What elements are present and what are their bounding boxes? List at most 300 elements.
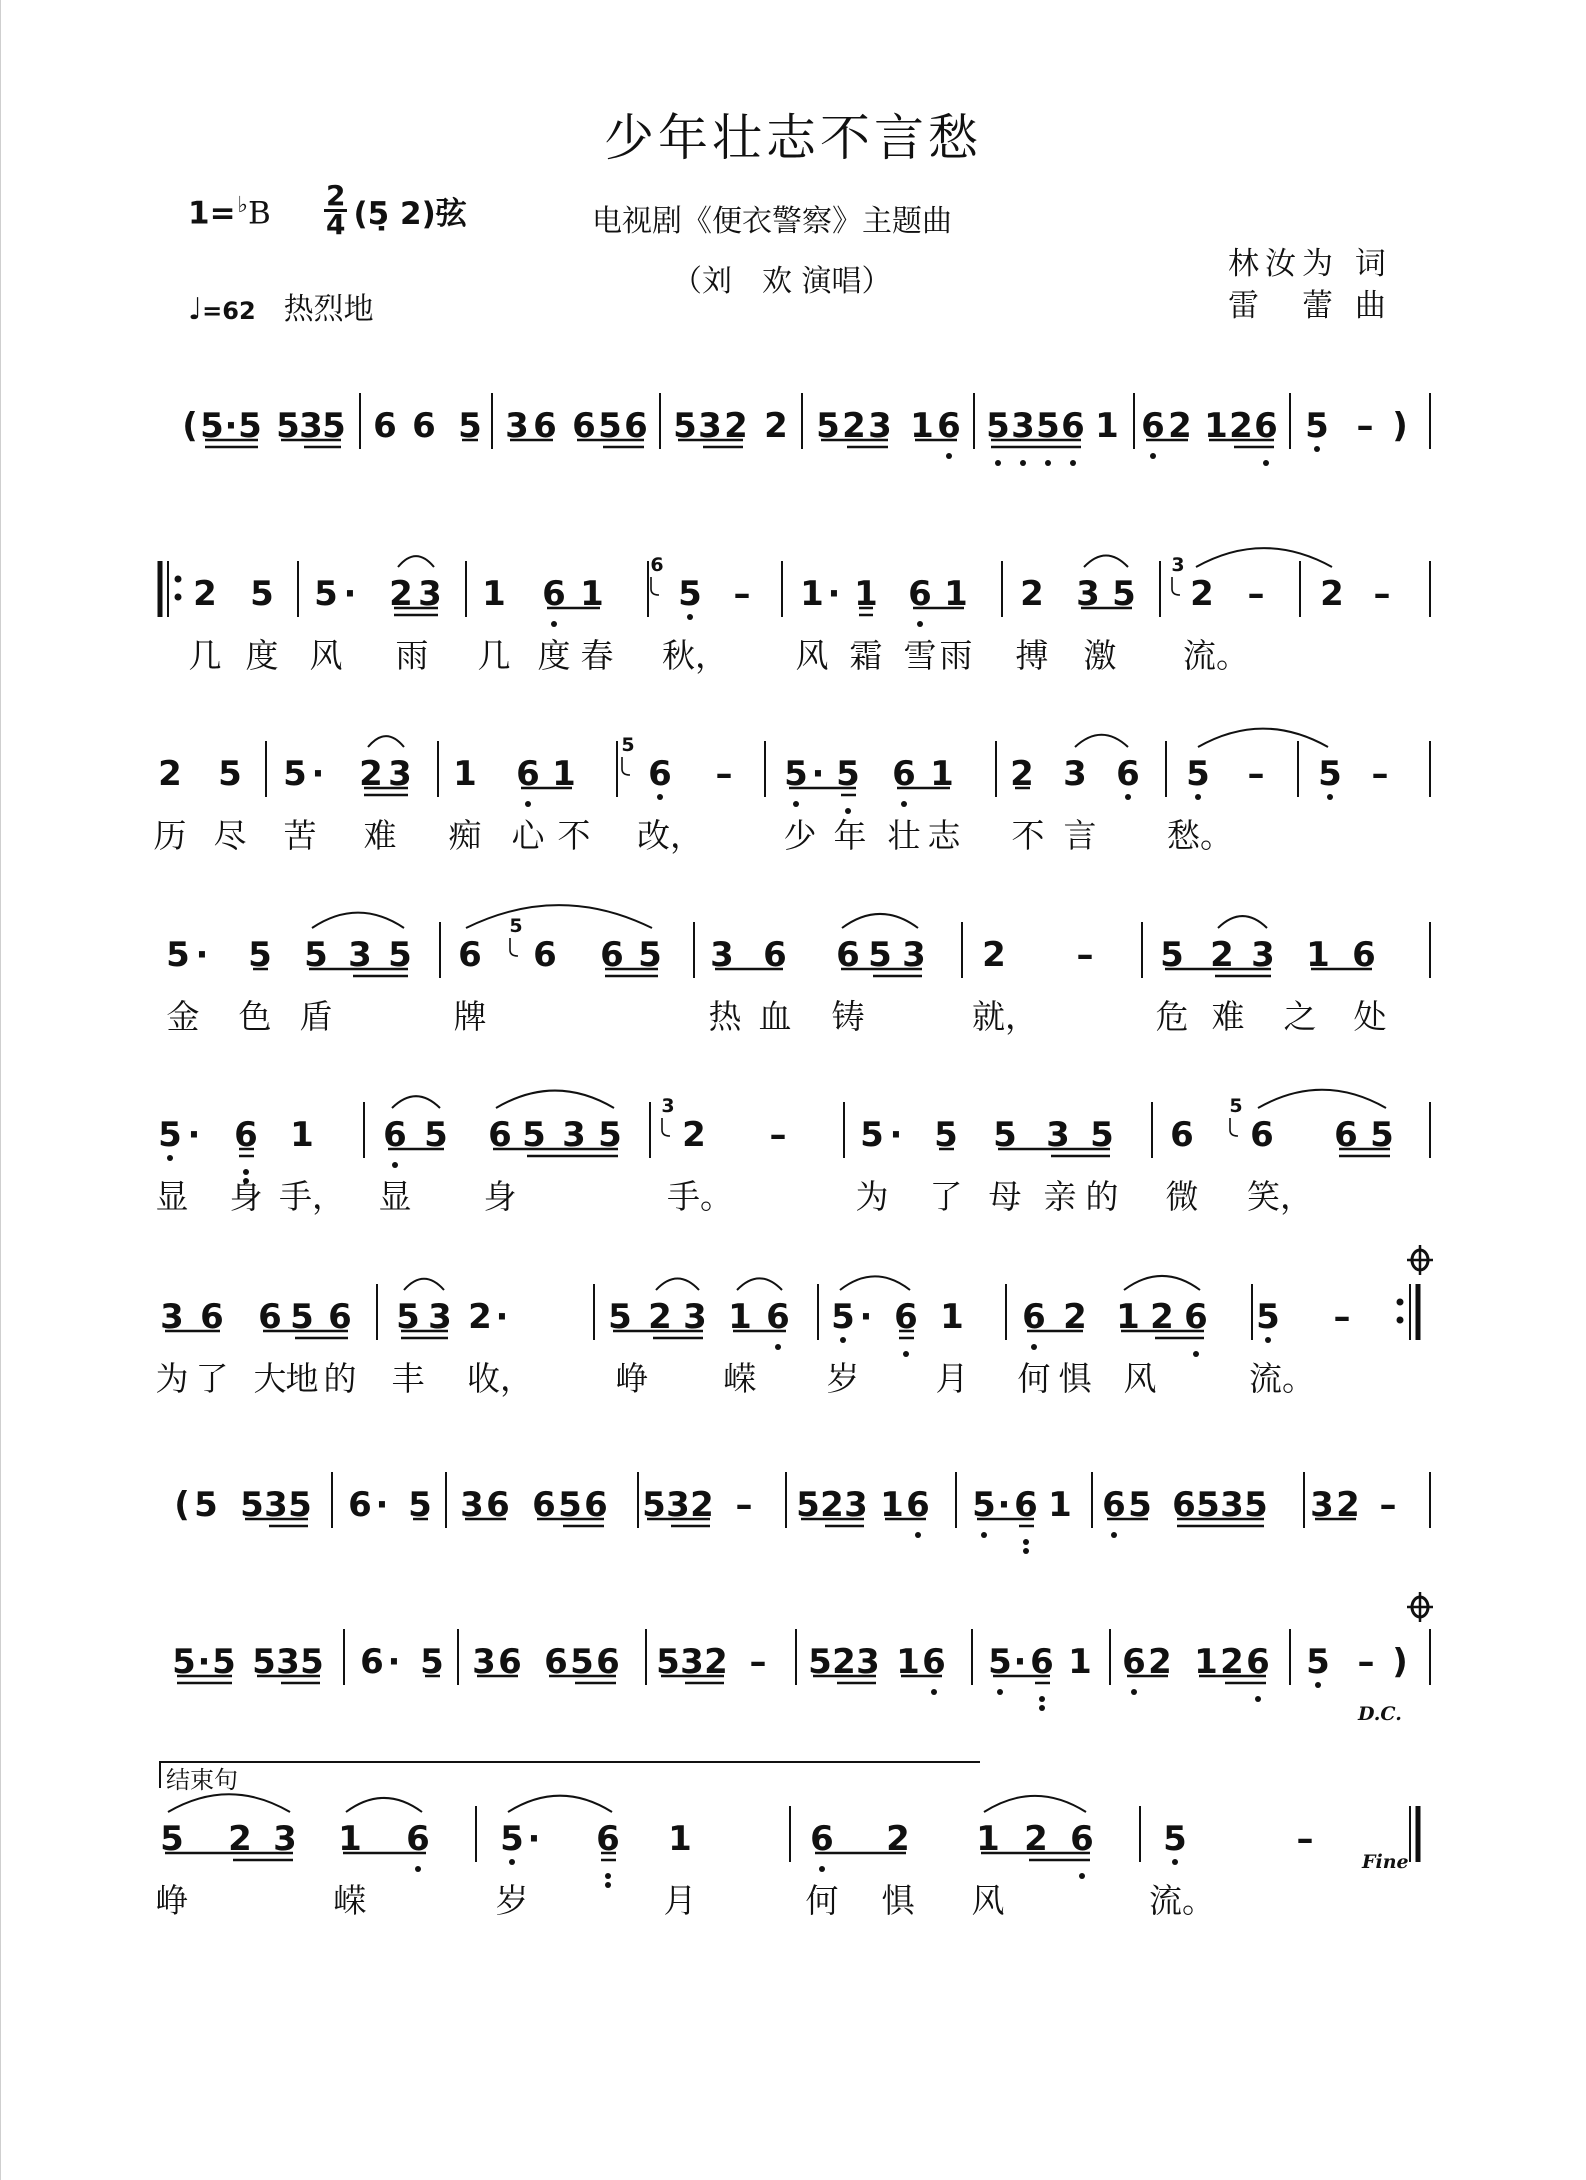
note: 5 (500, 1819, 524, 1859)
note: 5 (276, 406, 300, 446)
string-tuning: (5̣ 2)弦 (353, 196, 467, 232)
note: 6 (488, 1115, 512, 1155)
note: 2 (682, 1115, 706, 1155)
low-octave-dot (903, 1351, 909, 1357)
slur (842, 914, 918, 928)
low-octave-dot (917, 621, 923, 627)
note: 6 (937, 406, 961, 446)
note: 6 (810, 1819, 834, 1859)
lyric-syllable: 身 (229, 1177, 263, 1216)
note: 5 (831, 1297, 855, 1337)
grace-note: 6 (650, 554, 664, 576)
note: 3 (273, 1819, 297, 1859)
lyric-syllable: 流。 (1183, 636, 1249, 675)
slur (1198, 729, 1328, 747)
note: 6 (486, 1485, 510, 1525)
note: 6 (348, 1485, 372, 1525)
lyric-syllable: 惧 (881, 1881, 915, 1920)
repeat-dot (175, 594, 182, 601)
low-octave-dot (793, 801, 799, 807)
lyric-syllable: 色 (238, 997, 272, 1036)
note: 3 (428, 1297, 452, 1337)
grace-hook (662, 1118, 670, 1136)
slur (496, 1091, 614, 1108)
note: 6 (1334, 1115, 1358, 1155)
note: 1 (290, 1115, 314, 1155)
note: 5 (396, 1297, 420, 1337)
note: 3 (1220, 1485, 1244, 1525)
note: 2 (158, 754, 182, 794)
note: 2 (886, 1819, 910, 1859)
note: 2 (359, 754, 383, 794)
performer: （刘 欢 演唱） (672, 264, 892, 299)
lyric-syllable: 了 (195, 1359, 229, 1398)
note: 6 (836, 935, 860, 975)
note: 6 (406, 1819, 430, 1859)
note: 6 (1250, 1115, 1274, 1155)
note: 5 (388, 935, 412, 975)
note: 5 (642, 1485, 666, 1525)
lyric-syllable: 血 (758, 997, 792, 1036)
note: 6 (533, 406, 557, 446)
tempo-value: =62 (202, 297, 256, 325)
note: 5 (212, 1642, 236, 1682)
lyric-syllable: 了 (929, 1177, 963, 1216)
lyric-syllable: 之 (1283, 997, 1317, 1036)
note: 6 (1061, 406, 1085, 446)
augmentation-dot: · (187, 1115, 201, 1155)
note: 6 (596, 1819, 620, 1859)
lyric-syllable: 尽 (213, 816, 247, 855)
note: 5 (248, 935, 272, 975)
parenthesis: ( (174, 1485, 190, 1525)
low-octave-dot (605, 1882, 611, 1888)
lyric-syllable: 历 (153, 816, 187, 855)
grace-note: 5 (621, 734, 635, 756)
lyric-syllable: 嵘 (723, 1359, 757, 1398)
dash: – (1247, 754, 1265, 794)
note: 6 (1014, 1485, 1038, 1525)
lyric-syllable: 危 (1155, 997, 1189, 1036)
low-octave-dot (1263, 460, 1269, 466)
note: 6 (1116, 754, 1140, 794)
note: 5 (1305, 406, 1329, 446)
grace-note: 5 (1229, 1095, 1243, 1117)
note: 6 (1172, 1485, 1196, 1525)
low-octave-dot (819, 1866, 825, 1872)
note: 2 (1229, 406, 1253, 446)
note: 3 (902, 935, 926, 975)
note: 1 (580, 574, 604, 614)
low-octave-dot (509, 1859, 515, 1865)
page-title: 少年壮志不言愁 (604, 109, 982, 167)
note: 2 (468, 1297, 492, 1337)
lyric-syllable: 就， (972, 997, 1038, 1036)
low-octave-dot (243, 1169, 249, 1175)
lyric-syllable: 改， (637, 816, 703, 855)
lyric-syllable: 月 (935, 1359, 969, 1398)
dash: – (715, 754, 733, 794)
note: 6 (258, 1297, 282, 1337)
dash: – (1379, 1485, 1397, 1525)
lyric-syllable: 嵘 (333, 1881, 367, 1920)
note: 3 (1076, 574, 1100, 614)
slur (368, 736, 404, 747)
note: 5 (558, 1485, 582, 1525)
note: 5 (252, 1642, 276, 1682)
note: 5 (1160, 935, 1184, 975)
note: 6 (766, 1297, 790, 1337)
low-octave-dot (931, 1689, 937, 1695)
low-octave-dot (1020, 460, 1026, 466)
note: 6 (516, 754, 540, 794)
note: 6 (373, 406, 397, 446)
grace-note: 5 (509, 915, 523, 937)
note: 5 (300, 1642, 324, 1682)
slur (1218, 916, 1267, 928)
note: 1 (976, 1819, 1000, 1859)
lyric-syllable: 风 (309, 636, 343, 675)
slur (1196, 548, 1332, 567)
note: 5 (200, 406, 224, 446)
grace-note: 3 (1171, 554, 1185, 576)
slur (656, 1279, 699, 1290)
augmentation-dot: · (889, 1115, 903, 1155)
note: 1 (800, 574, 824, 614)
lyric-syllable: 岁 (495, 1881, 529, 1920)
lyric-syllable: 峥 (155, 1881, 189, 1920)
note: 5 (1196, 1485, 1220, 1525)
note: 5 (283, 754, 307, 794)
note: 5 (288, 1485, 312, 1525)
slur (1084, 555, 1128, 567)
low-octave-dot (1265, 1337, 1271, 1343)
augmentation-dot: · (343, 574, 357, 614)
lyric-syllable: 心 (511, 816, 545, 855)
lyric-syllable: 热 (708, 997, 742, 1036)
note: 6 (498, 1642, 522, 1682)
note: 5 (1318, 754, 1342, 794)
note: 2 (1336, 1485, 1360, 1525)
lyric-syllable: 流。 (1149, 1881, 1215, 1920)
dash: – (1371, 754, 1389, 794)
lyric-syllable: 笑， (1247, 1177, 1313, 1216)
note: 3 (562, 1115, 586, 1155)
lyric-syllable: 雨 (939, 636, 973, 675)
note: 5 (638, 935, 662, 975)
grace-hook (510, 938, 518, 956)
low-octave-dot (1125, 794, 1131, 800)
note: 2 (1210, 935, 1234, 975)
lyric-syllable: 难 (1211, 997, 1245, 1036)
dash: – (735, 1485, 753, 1525)
note: 2 (1168, 406, 1192, 446)
lyric-syllable: 雨 (395, 636, 429, 675)
slur (392, 1096, 440, 1108)
grace-hook (1230, 1118, 1238, 1136)
low-octave-dot (981, 1532, 987, 1538)
lyric-syllable: 春 (580, 636, 614, 675)
augmentation-dot: · (311, 754, 325, 794)
parenthesis: ( (182, 406, 198, 446)
lyric-syllable: 几 (477, 636, 511, 675)
note: 6 (383, 1115, 407, 1155)
slur (404, 1279, 444, 1290)
note: 6 (1246, 1642, 1270, 1682)
note: 2 (764, 406, 788, 446)
note: 5 (1163, 1819, 1187, 1859)
slur (737, 1278, 782, 1290)
note: 5 (808, 1642, 832, 1682)
augmentation-dot: · (495, 1297, 509, 1337)
fine-mark: Fine (1362, 1851, 1409, 1873)
note: 6 (1254, 406, 1278, 446)
note: 5 (194, 1485, 218, 1525)
low-octave-dot (415, 1866, 421, 1872)
dash: – (1373, 574, 1391, 614)
note: 1 (1116, 1297, 1140, 1337)
dash: – (1356, 406, 1374, 446)
lyric-syllable: 为 (155, 1359, 189, 1398)
note: 3 (710, 935, 734, 975)
note: 3 (418, 574, 442, 614)
lyric-syllable: 壮 (887, 816, 921, 855)
repeat-dot (175, 576, 182, 583)
lyric-syllable: 收， (467, 1359, 533, 1398)
note: 5 (972, 1485, 996, 1525)
note: 3 (844, 1485, 868, 1525)
note: 3 (1251, 935, 1275, 975)
lyric-syllable: 丰 (391, 1359, 425, 1398)
note: 6 (624, 406, 648, 446)
lyric-syllable: 难 (363, 816, 397, 855)
note: 5 (424, 1115, 448, 1155)
note: 2 (1010, 754, 1034, 794)
note: 3 (1310, 1485, 1334, 1525)
note: 2 (1148, 1642, 1172, 1682)
note: 3 (472, 1642, 496, 1682)
note: 5 (1186, 754, 1210, 794)
note: 1 (1048, 1485, 1072, 1525)
note: 2 (389, 574, 413, 614)
note: 6 (1170, 1115, 1194, 1155)
parenthesis: ) (1392, 1642, 1408, 1682)
note: 6 (412, 406, 436, 446)
low-octave-dot (901, 801, 907, 807)
dash: – (749, 1642, 767, 1682)
ending-bracket (160, 1762, 980, 1788)
low-octave-dot (1039, 1696, 1045, 1702)
note: 1 (910, 406, 934, 446)
note: 3 (1011, 406, 1035, 446)
note: 1 (930, 754, 954, 794)
note: 6 (328, 1297, 352, 1337)
coda-sign-icon (1407, 1592, 1433, 1622)
lyric-syllable: 霜 (849, 636, 883, 675)
note: 3 (264, 1485, 288, 1525)
lyric-syllable: 月 (663, 1881, 697, 1920)
slur (168, 1794, 290, 1812)
note: 6 (200, 1297, 224, 1337)
note: 6 (906, 1485, 930, 1525)
lyric-syllable: 亲 (1043, 1177, 1077, 1216)
slur (840, 1276, 910, 1290)
lyric-syllable: 度 (537, 636, 571, 675)
lyric-syllable: 几 (188, 636, 222, 675)
dc-mark: D.C. (1358, 1703, 1402, 1725)
note: 1 (1194, 1642, 1218, 1682)
note: 3 (698, 406, 722, 446)
low-octave-dot (167, 1155, 173, 1161)
slur (1075, 735, 1128, 747)
low-octave-dot (840, 1337, 846, 1343)
repeat-dot (1397, 1299, 1404, 1306)
slur (398, 556, 434, 567)
note: 1 (896, 1642, 920, 1682)
augmentation-dot: · (1013, 1642, 1027, 1682)
augmentation-dot: · (195, 935, 209, 975)
note: 1 (1068, 1642, 1092, 1682)
note: 5 (868, 935, 892, 975)
key-prefix: 1= (188, 195, 236, 232)
note: 6 (360, 1642, 384, 1682)
note: 1 (880, 1485, 904, 1525)
note: 2 (228, 1819, 252, 1859)
dash: – (1247, 574, 1265, 614)
note: 6 (544, 1642, 568, 1682)
note: 2 (193, 574, 217, 614)
augmentation-dot: · (224, 406, 238, 446)
lyric-syllable: 大 (253, 1359, 287, 1398)
note: 2 (1320, 574, 1344, 614)
note: 5 (608, 1297, 632, 1337)
low-octave-dot (392, 1162, 398, 1168)
lyric-syllable: 牌 (453, 997, 487, 1036)
lyric-syllable: 搏 (1015, 636, 1049, 675)
note: 3 (348, 935, 372, 975)
quarter-note-icon: ♩ (188, 292, 203, 327)
note: 3 (680, 1642, 704, 1682)
lyric-syllable: 痴 (448, 816, 482, 855)
note: 2 (1063, 1297, 1087, 1337)
note: 5 (1112, 574, 1136, 614)
lyric-syllable: 地 (285, 1359, 319, 1398)
note: 5 (993, 1115, 1017, 1155)
low-octave-dot (657, 794, 663, 800)
slur (346, 1798, 422, 1812)
note: 5 (860, 1115, 884, 1155)
note: 6 (584, 1485, 608, 1525)
note: 6 (572, 406, 596, 446)
lyric-syllable: 风 (795, 636, 829, 675)
note: 1 (668, 1819, 692, 1859)
note: 6 (1184, 1297, 1208, 1337)
note: 6 (1030, 1642, 1054, 1682)
key-letter: B (247, 195, 271, 232)
lyric-syllable: 金 (166, 997, 200, 1036)
note: 5 (1090, 1115, 1114, 1155)
note: 2 (724, 406, 748, 446)
lyric-syllable: 铸 (831, 997, 865, 1036)
augmentation-dot: · (527, 1819, 541, 1859)
slur (1258, 1090, 1386, 1108)
note: 5 (240, 1485, 264, 1525)
low-octave-dot (1023, 1548, 1029, 1554)
low-octave-dot (997, 1689, 1003, 1695)
note: 5 (238, 406, 262, 446)
ending-label: 结束句 (166, 1766, 238, 1794)
repeat-dot (1397, 1317, 1404, 1324)
low-octave-dot (915, 1532, 921, 1538)
augmentation-dot: · (375, 1485, 389, 1525)
lyric-syllable: 秋， (662, 636, 728, 675)
low-octave-dot (1111, 1532, 1117, 1538)
low-octave-dot (687, 614, 693, 620)
low-octave-dot (1045, 460, 1051, 466)
note: 1 (854, 574, 878, 614)
note: 6 (1122, 1642, 1146, 1682)
note: 6 (894, 1297, 918, 1337)
dash: – (733, 574, 751, 614)
slur (508, 1796, 612, 1812)
note: 3 (299, 406, 323, 446)
note: 5 (836, 754, 860, 794)
note: 2 (982, 935, 1006, 975)
note: 5 (570, 1642, 594, 1682)
dash: – (1296, 1819, 1314, 1859)
slur (1124, 1276, 1200, 1290)
lyric-syllable: 流。 (1249, 1359, 1315, 1398)
lyric-syllable: 的 (323, 1359, 357, 1398)
note: 1 (1095, 406, 1119, 446)
note: 6 (1022, 1297, 1046, 1337)
note: 3 (868, 406, 892, 446)
note: 3 (160, 1297, 184, 1337)
lyric-syllable: 岁 (826, 1359, 860, 1398)
low-octave-dot (1031, 1344, 1037, 1350)
note: 5 (1128, 1485, 1152, 1525)
note: 5 (598, 406, 622, 446)
note: 3 (666, 1485, 690, 1525)
grace-hook (651, 577, 659, 595)
note: 1 (944, 574, 968, 614)
low-octave-dot (946, 453, 952, 459)
augmentation-dot: · (197, 1642, 211, 1682)
slur (466, 905, 652, 928)
note: 5 (250, 574, 274, 614)
note: 5 (172, 1642, 196, 1682)
low-octave-dot (995, 460, 1001, 466)
note: 6 (1070, 1819, 1094, 1859)
note: 5 (290, 1297, 314, 1337)
low-octave-dot (605, 1873, 611, 1879)
augmentation-dot: · (997, 1485, 1011, 1525)
grace-hook (622, 757, 630, 775)
note: 5 (988, 1642, 1012, 1682)
note: 5 (420, 1642, 444, 1682)
lyric-syllable: 母 (988, 1177, 1022, 1216)
note: 6 (542, 574, 566, 614)
lyric-syllable: 风 (971, 1881, 1005, 1920)
note: 5 (796, 1485, 820, 1525)
coda-sign-icon (1407, 1245, 1433, 1275)
low-octave-dot (1195, 794, 1201, 800)
low-octave-dot (1327, 794, 1333, 800)
note: 5 (166, 935, 190, 975)
note: 1 (482, 574, 506, 614)
note: 5 (458, 406, 482, 446)
lyric-syllable: 处 (1353, 997, 1387, 1036)
